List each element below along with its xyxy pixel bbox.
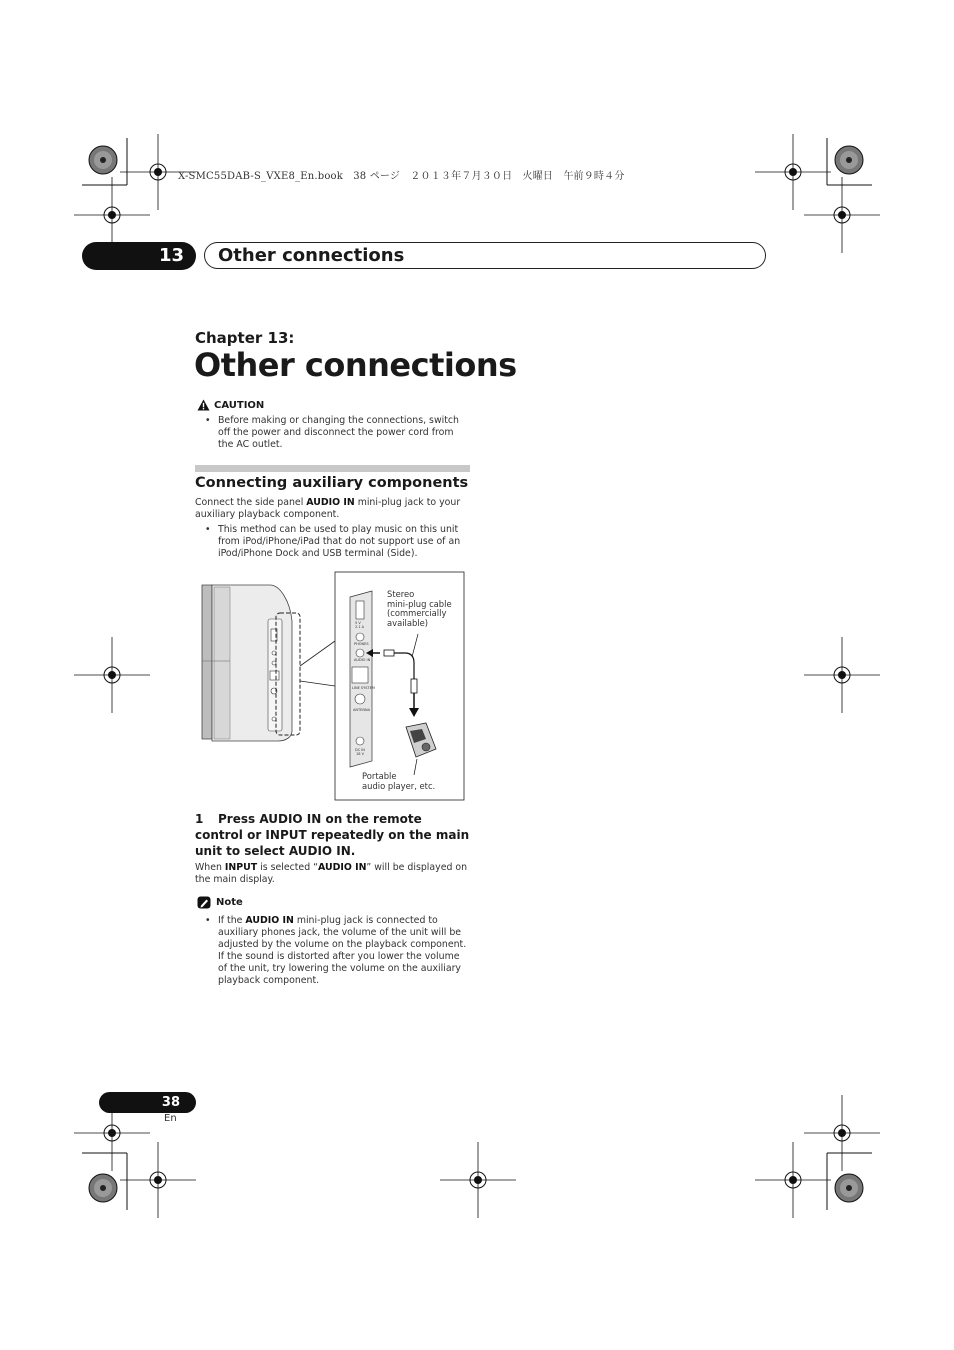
intro-text-end: mini-plug jack to your auxiliary playback component.	[195, 497, 461, 520]
section-bullet-text: This method can be used to play music on this unit from iPod/iPhone/iPad that do not support use of an iPod/iPhone Dock and USB terminal (Side).	[218, 524, 461, 559]
print-job-header: X-SMC55DAB-S_VXE8_En.book 38 ページ ２０１３年７月３０日 火曜日 午前９時４分	[178, 171, 625, 182]
note-label: Note	[216, 897, 243, 908]
cable-callout-line-4: available)	[387, 617, 429, 628]
step-detail-text: When	[195, 862, 225, 873]
caution-item: • Before making or changing the connections, switch off the power and disconnect the power cord from the AC outlet.	[205, 415, 459, 450]
step-detail-text-3: ” will be displayed on the main display.	[195, 862, 468, 885]
player-callout-line-2: audio player, etc.	[362, 780, 436, 791]
note-bold-term: AUDIO IN	[245, 915, 294, 926]
section-heading: Connecting auxiliary components	[195, 475, 469, 491]
main-unit-drawing	[202, 585, 335, 741]
caution-heading	[197, 399, 264, 411]
panel-label-phones: PHONES	[354, 642, 369, 646]
panel-label-5v: 5 V	[355, 621, 361, 625]
side-panel-drawing	[350, 591, 375, 767]
panel-label-current: 2.1 A	[355, 625, 365, 629]
cable-callout	[387, 590, 452, 628]
note-text-end: mini-plug jack is connected to auxiliary phones jack, the volume of the unit will be adjusted by the volume on the playback component. If the sound is distorted after you lower the volume of the unit, try lowering the volume on the auxiliary playback component.	[218, 915, 467, 986]
page-title: Other connections	[194, 346, 517, 384]
chapter-label: Chapter 13:	[195, 329, 295, 347]
page-number-badge: 38	[99, 1092, 196, 1113]
step-detail	[195, 862, 470, 886]
caution-label: CAUTION	[214, 399, 265, 411]
cable-callout-line-2: mini-plug cable	[387, 598, 452, 609]
note-text: If the	[218, 915, 246, 926]
cable-callout-line-1: Stereo	[387, 589, 415, 599]
note-pencil-icon	[197, 896, 212, 909]
section-bullet: • This method can be used to play music on this unit from iPod/iPhone/iPad that do not support use of an iPod/iPhone Dock and USB terminal (Side).	[205, 524, 461, 559]
caution-item-text: Before making or changing the connections, switch off the power and disconnect the power cord from the AC outlet.	[218, 415, 459, 450]
player-callout	[362, 772, 435, 791]
intro-text: Connect the side panel	[195, 497, 307, 508]
step-1	[195, 811, 470, 859]
section-intro	[195, 497, 470, 521]
panel-label-audio-in: AUDIO IN	[354, 658, 371, 662]
panel-label-line-system: LINE SYSTEM	[352, 686, 375, 690]
section-divider-bar	[195, 465, 470, 472]
warning-icon	[197, 399, 210, 411]
panel-label-antenna: ANTENNA	[353, 708, 370, 712]
cable-callout-line-3: (commercially	[387, 608, 447, 618]
step-instruction: Press AUDIO IN on the remote control or INPUT repeatedly on the main unit to select AUDIO IN.	[195, 812, 470, 858]
intro-bold-term: AUDIO IN	[306, 497, 355, 508]
page-language: En	[164, 1113, 177, 1124]
step-detail-bold-input: INPUT	[224, 862, 258, 873]
running-chapter-title: Other connections	[204, 242, 766, 269]
step-detail-bold-audio-in: AUDIO IN	[318, 862, 367, 873]
player-callout-line-1: Portable	[362, 771, 397, 781]
note-item: • If the AUDIO IN mini-plug jack is connected to auxiliary phones jack, the volume of the unit will be adjusted by the volume on the playback component. If the sound is distorted after you lower the volume of the unit, try lowering the volume on the auxiliary playback component.	[205, 915, 467, 986]
panel-label-dc-in: DC IN	[355, 748, 365, 752]
step-detail-text-2: is selected “	[257, 862, 318, 873]
note-heading	[197, 896, 243, 909]
step-number: 1	[195, 812, 204, 826]
panel-label-voltage: 18 V	[356, 752, 364, 756]
chapter-number-badge: 13	[82, 242, 196, 270]
